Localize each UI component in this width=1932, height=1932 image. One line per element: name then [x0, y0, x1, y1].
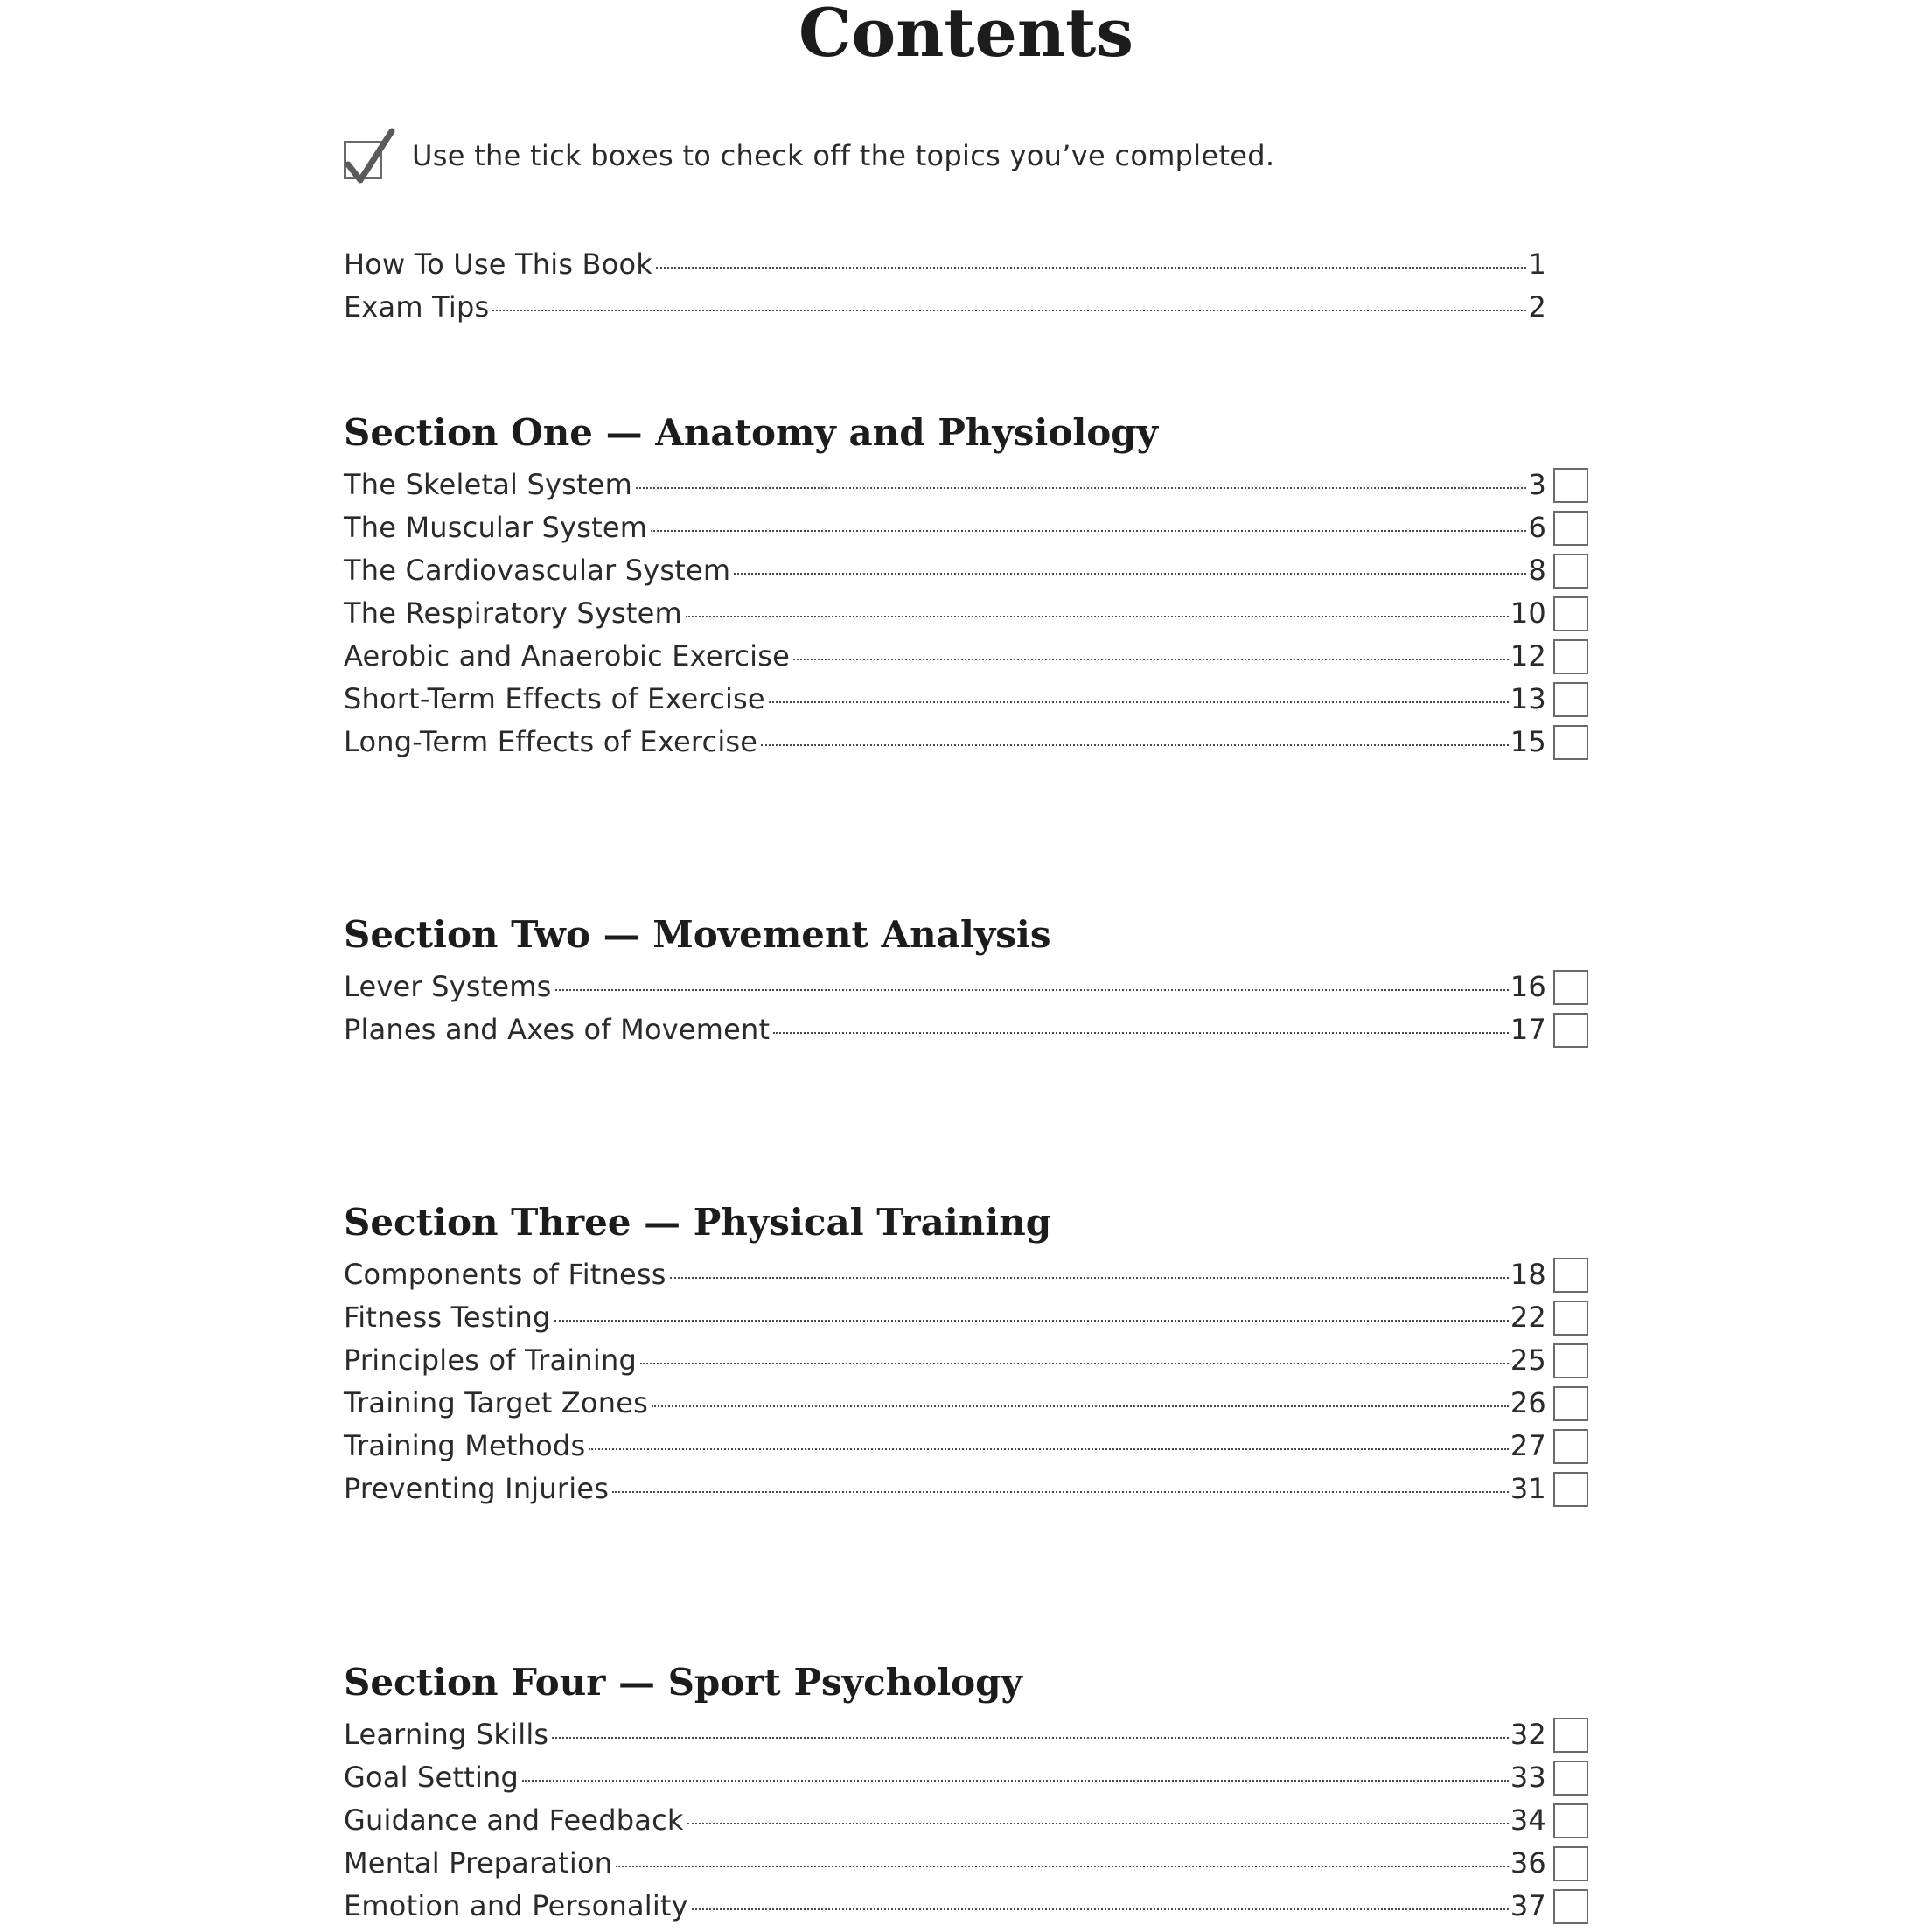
toc-entry [344, 678, 1612, 721]
dot-leader [589, 1448, 1509, 1450]
completion-checkbox[interactable] [1553, 970, 1588, 1005]
completion-checkbox[interactable] [1553, 1718, 1588, 1753]
toc-entry [344, 1008, 1612, 1051]
entry-title: Exam Tips [344, 290, 490, 324]
entry-title: The Respiratory System [344, 596, 682, 630]
completion-checkbox[interactable] [1553, 596, 1588, 631]
completion-checkbox[interactable] [1553, 1386, 1588, 1421]
toc-entry[interactable] [344, 243, 1612, 286]
dot-leader [773, 1032, 1509, 1034]
completion-checkbox[interactable] [1553, 1803, 1588, 1838]
entry-title: Components of Fitness [344, 1258, 666, 1291]
intro-list [344, 243, 1612, 329]
completion-checkbox[interactable] [1553, 511, 1588, 546]
completion-checkbox[interactable] [1553, 1301, 1588, 1336]
dot-leader [734, 573, 1526, 575]
entry-title: Learning Skills [344, 1718, 549, 1751]
entry-title: Training Methods [344, 1429, 586, 1462]
entry-title: Mental Preparation [344, 1846, 613, 1880]
dot-leader [670, 1277, 1509, 1279]
completion-checkbox[interactable] [1553, 1429, 1588, 1464]
page-number: 26 [1510, 1386, 1546, 1419]
section-heading: Section Two — Movement Analysis [344, 913, 1051, 956]
dot-leader [686, 616, 1509, 617]
page-number: 31 [1510, 1472, 1546, 1505]
toc-entry [344, 1382, 1612, 1425]
dot-leader [612, 1491, 1509, 1493]
page-number: 10 [1510, 596, 1546, 630]
page-number: 3 [1528, 468, 1546, 501]
entry-title: Long-Term Effects of Exercise [344, 725, 758, 758]
toc-entry [344, 464, 1612, 506]
toc-entry [344, 592, 1612, 635]
dot-leader [640, 1363, 1509, 1364]
page-number: 6 [1528, 511, 1546, 544]
completion-checkbox[interactable] [1553, 1343, 1588, 1378]
dot-leader [769, 701, 1509, 703]
section-one [344, 402, 1612, 764]
toc-entry[interactable] [344, 286, 1612, 329]
toc-entry [344, 721, 1612, 764]
dot-leader [636, 487, 1526, 489]
completion-checkbox[interactable] [1553, 1889, 1588, 1924]
page-number: 33 [1510, 1761, 1546, 1794]
section-three [344, 1192, 1612, 1510]
page-number: 12 [1510, 639, 1546, 673]
toc-entry [344, 1253, 1612, 1296]
page-number: 15 [1510, 725, 1546, 758]
toc-entry [344, 506, 1612, 549]
entry-title: The Skeletal System [344, 468, 633, 501]
dot-leader [761, 744, 1509, 746]
toc-entry [344, 1713, 1612, 1756]
entry-title: Lever Systems [344, 970, 552, 1003]
dot-leader [616, 1866, 1509, 1867]
completion-checkbox[interactable] [1553, 1472, 1588, 1507]
page-number: 16 [1510, 970, 1546, 1003]
toc-entry [344, 1799, 1612, 1842]
completion-checkbox[interactable] [1553, 1761, 1588, 1796]
toc-entry [344, 1425, 1612, 1468]
toc-entry [344, 635, 1612, 678]
dot-leader [552, 1737, 1509, 1739]
checkmark-icon [344, 141, 382, 179]
page-number: 36 [1510, 1846, 1546, 1880]
dot-leader [692, 1908, 1509, 1910]
completion-checkbox[interactable] [1553, 554, 1588, 589]
dot-leader [651, 530, 1526, 532]
toc-entry [344, 1468, 1612, 1510]
toc-entry [344, 1842, 1612, 1885]
toc-entry [344, 1885, 1612, 1928]
page-number: 1 [1528, 248, 1546, 281]
entry-title: Principles of Training [344, 1343, 637, 1377]
completion-checkbox[interactable] [1553, 1846, 1588, 1881]
page-number: 18 [1510, 1258, 1546, 1291]
toc-entry [344, 966, 1612, 1008]
page-number: 2 [1528, 290, 1546, 324]
dot-leader [492, 310, 1526, 311]
page-number: 37 [1510, 1889, 1546, 1922]
dot-leader [554, 1320, 1509, 1322]
dot-leader [555, 989, 1509, 991]
entry-title: Emotion and Personality [344, 1889, 688, 1922]
instruction-row [344, 131, 1274, 180]
toc-entry [344, 1339, 1612, 1382]
section-heading: Section Four — Sport Psychology [344, 1661, 1022, 1704]
page-number: 22 [1510, 1301, 1546, 1334]
entry-title: Fitness Testing [344, 1301, 551, 1334]
entry-title: Training Target Zones [344, 1386, 648, 1419]
page-number: 13 [1510, 682, 1546, 715]
instruction-text: Use the tick boxes to check off the topics you’ve completed. [412, 139, 1275, 172]
completion-checkbox[interactable] [1553, 1258, 1588, 1293]
toc-entry [344, 549, 1612, 592]
completion-checkbox[interactable] [1553, 468, 1588, 503]
section-heading: Section One — Anatomy and Physiology [344, 411, 1159, 454]
toc-entry [344, 1296, 1612, 1339]
completion-checkbox[interactable] [1553, 682, 1588, 717]
page-number: 25 [1510, 1343, 1546, 1377]
entry-title: Planes and Axes of Movement [344, 1013, 771, 1046]
page-number: 17 [1510, 1013, 1546, 1046]
dot-leader [656, 267, 1526, 269]
section-heading: Section Three — Physical Training [344, 1201, 1052, 1244]
page-number: 8 [1528, 554, 1546, 587]
page-title: Contents [798, 0, 1134, 72]
entry-title: The Muscular System [344, 511, 648, 544]
entry-title: Preventing Injuries [344, 1472, 610, 1505]
page-number: 27 [1510, 1429, 1546, 1462]
completion-checkbox[interactable] [1553, 725, 1588, 760]
page-number: 34 [1510, 1803, 1546, 1837]
entry-title: How To Use This Book [344, 248, 652, 281]
entry-title: Aerobic and Anaerobic Exercise [344, 639, 791, 673]
entry-title: Short-Term Effects of Exercise [344, 682, 765, 715]
section-four [344, 1652, 1612, 1928]
dot-leader [793, 659, 1509, 660]
entry-title: Guidance and Feedback [344, 1803, 684, 1837]
toc-entry [344, 1756, 1612, 1799]
completion-checkbox[interactable] [1553, 639, 1588, 674]
section-two [344, 904, 1612, 1051]
page-number: 32 [1510, 1718, 1546, 1751]
dot-leader [522, 1780, 1509, 1782]
completion-checkbox[interactable] [1553, 1013, 1588, 1048]
dot-leader [687, 1823, 1509, 1824]
dot-leader [652, 1405, 1509, 1407]
entry-title: Goal Setting [344, 1761, 520, 1794]
entry-title: The Cardiovascular System [344, 554, 731, 587]
